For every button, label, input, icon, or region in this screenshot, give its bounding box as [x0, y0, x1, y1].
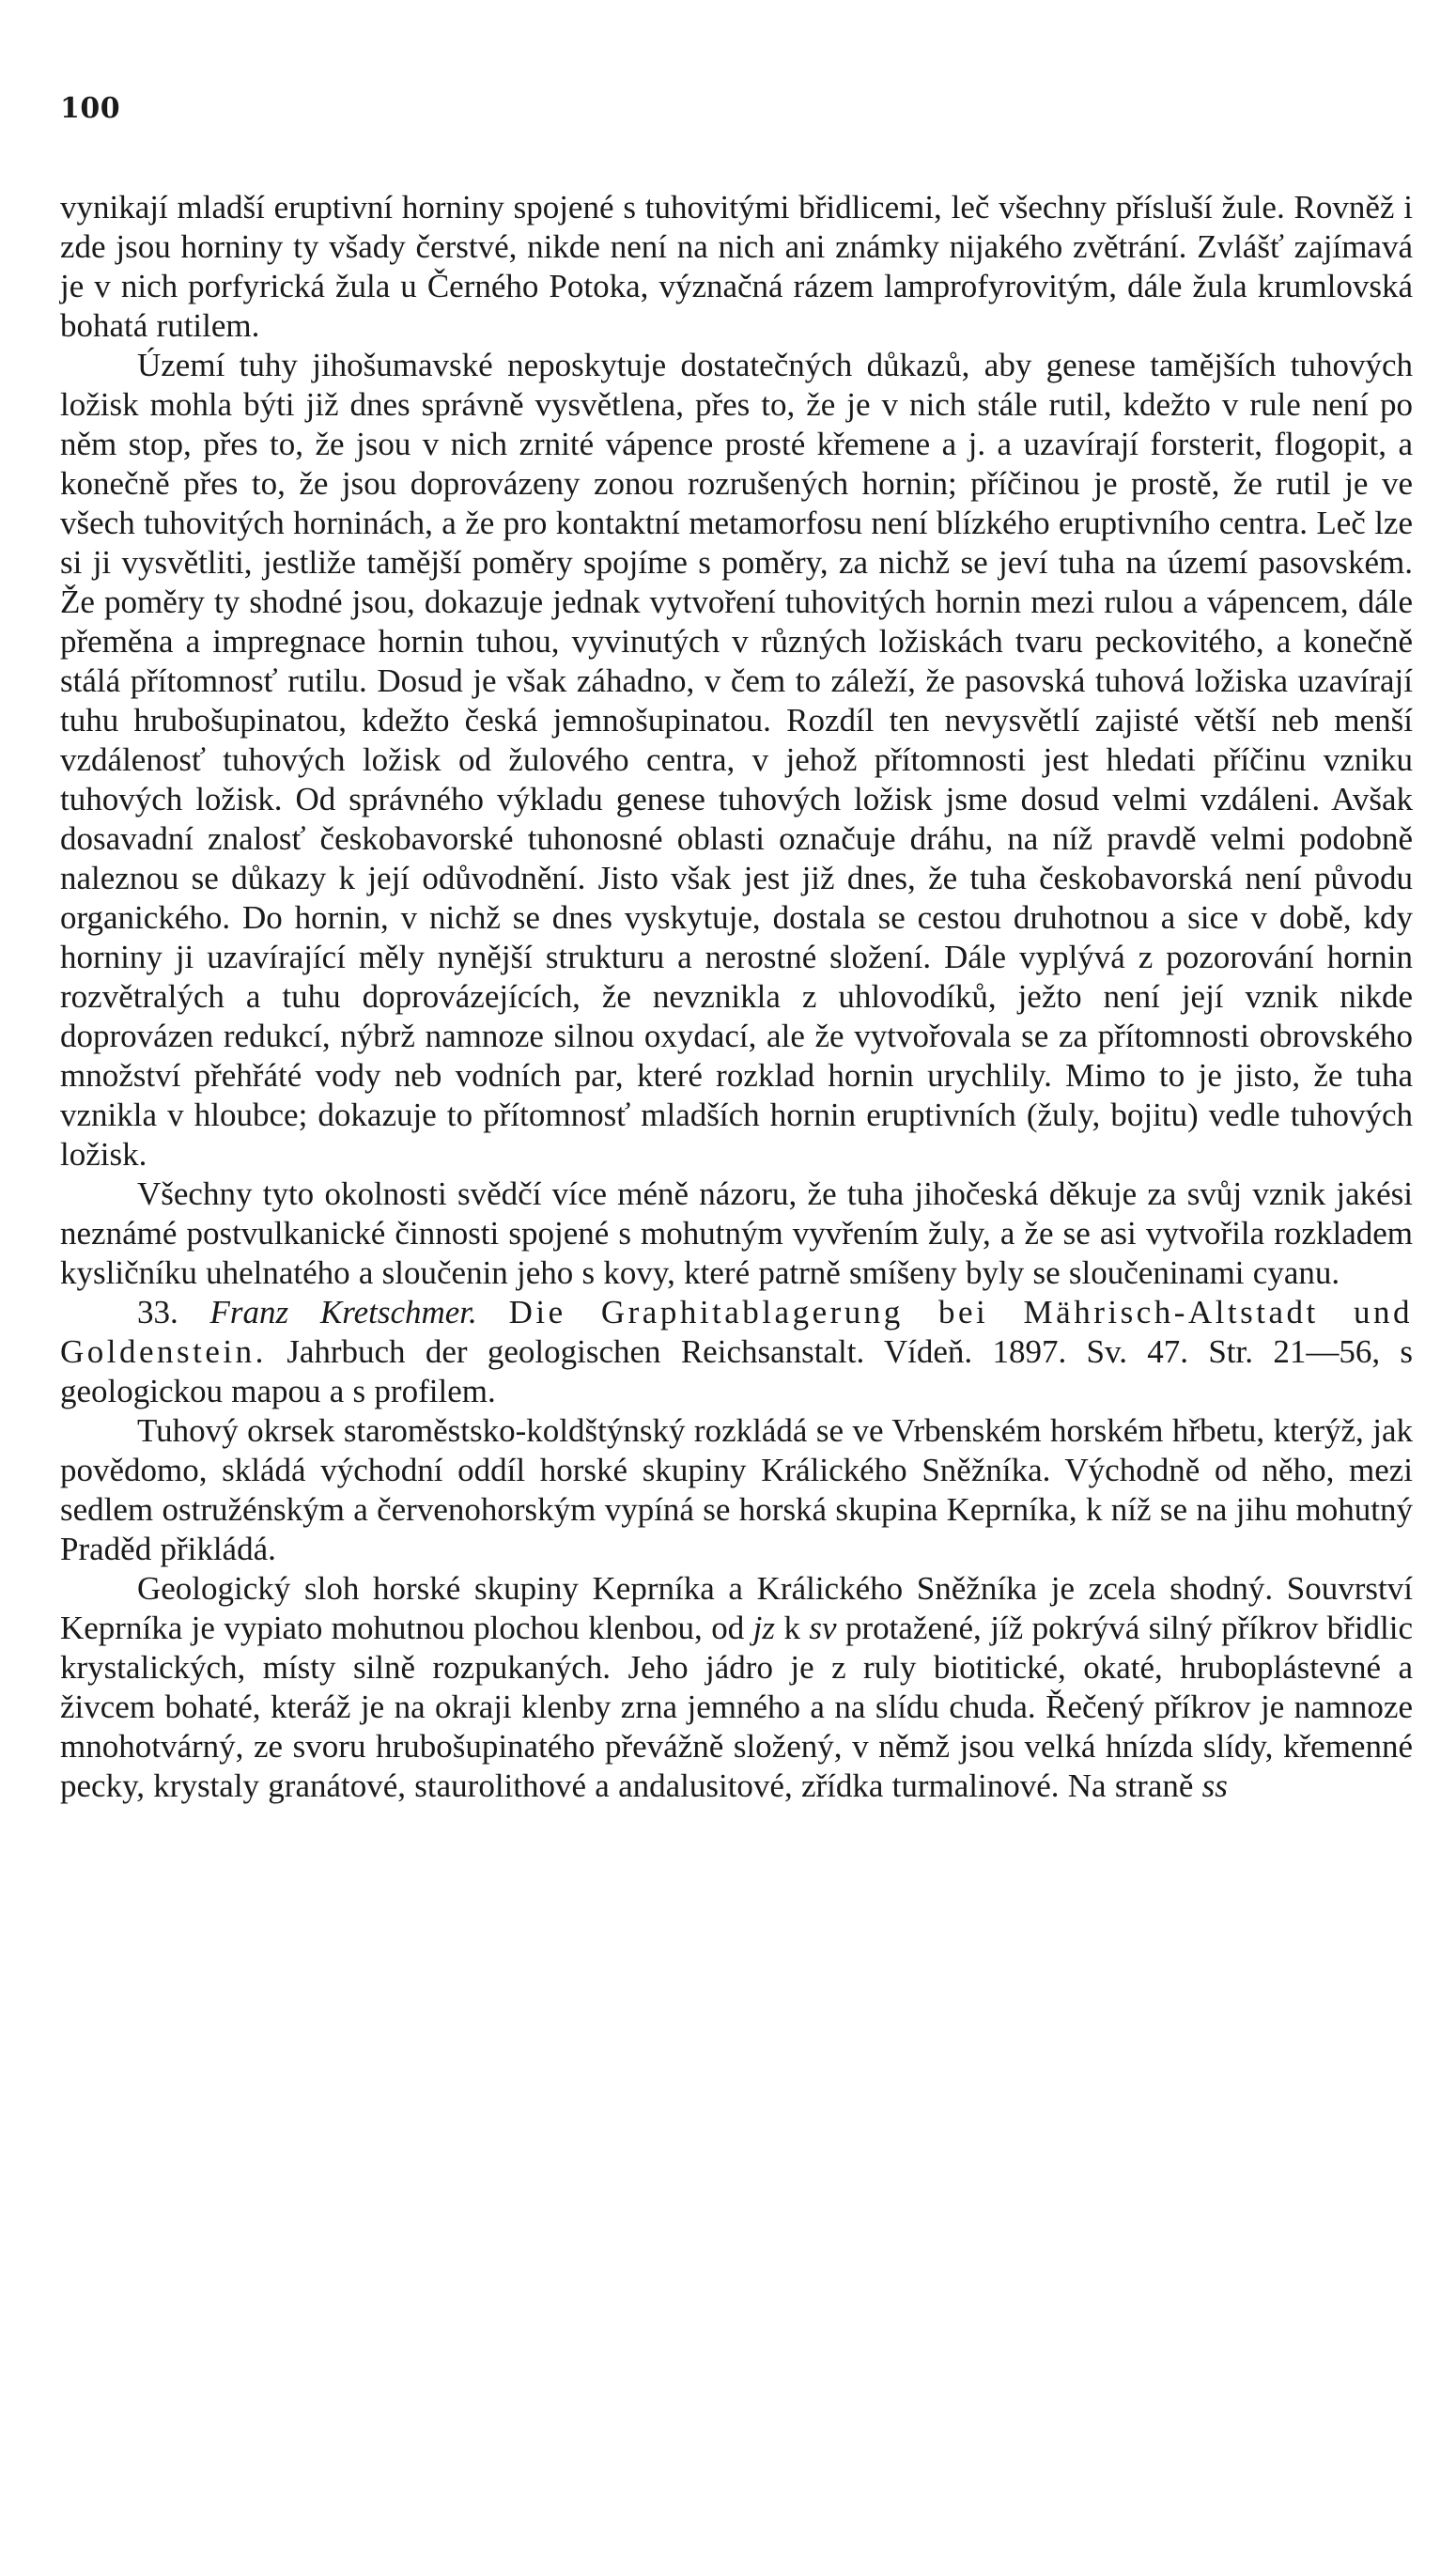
- entry-author: Franz Kretschmer.: [209, 1294, 477, 1330]
- geology-connector: k: [783, 1610, 800, 1646]
- direction-ss: ss: [1201, 1767, 1228, 1804]
- geology-text-main: protažené, jíž pokrývá silný příkrov břidlic krystalických, místy silně rozpukaných. Jeho jádro je z ruly biotitické, okaté, hruboplástevné a živcem bohaté, kteráž je na okraji klenby zrna jemného a na slídu chuda. Řečený příkrov je namnoze mnohotvárný, ze svoru hrubošupinatého převážně složený, v němž jsou velká hnízda slídy, křemenné pecky, krystaly granátové, staurolithové a andalusitové, zřídka turmalinové. Na straně: [60, 1610, 1414, 1804]
- paragraph-bibliography-entry: [60, 1293, 1413, 1411]
- direction-jz: jz: [752, 1610, 776, 1646]
- paragraph-district-description: Tuhový okrsek staroměstsko-koldštýnský rozkládá se ve Vrbenském horském hřbetu, kterýž, jak povědomo, skládá východní oddíl horské skupiny Králického Sněžníka. Východně od něho, mezi sedlem ostružénským a červenohorským vypíná se horská skupina Keprníka, k níž se na jihu mohutný Praděd přikládá.: [60, 1412, 1413, 1567]
- paragraph-geology: [60, 1569, 1413, 1806]
- paragraph-graphite-genesis: Území tuhy jihošumavské neposkytuje dostatečných důkazů, aby genese tamějších tuhových ložisk mohla býti již dnes správně vysvětlena, přes to, že je v nich stále rutil, kdežto v rule není po něm stop, přes to, že jsou v nich zrnité vápence prosté křemene a j. a uzavírají forsterit, flogopit, a konečně přes to, že jsou doprovázeny zonou rozrušených hornin; příčinou je prostě, že rutil je ve všech tuhovitých horninách, a že pro kontaktní metamorfosu není blízkého eruptivního centra. Leč lze si ji vysvětliti, jestliže tamější poměry spojíme s poměry, za nichž se jeví tuha na území pasovském. Že poměry ty shodné jsou, dokazuje jednak vytvoření tuhovitých hornin mezi rulou a vápencem, dále přeměna a impregnace hornin tuhou, vyvinutých v různých ložiskách tvaru peckovitého, a konečně stálá přítomnosť rutilu. Dosud je však záhadno, v čem to záleží, že pasovská tuhová ložiska uzavírají tuhu hrubošupinatou, kdežto česká jemnošupinatou. Rozdíl ten nevysvětlí zajisté větší neb menší vzdálenosť tuhových ložisk od žulového centra, v jehož přítomnosti jest hledati příčinu vzniku tuhových ložisk. Od správného výkladu genese tuhových ložisk jsme dosud velmi vzdáleni. Avšak dosavadní znalosť českobavorské tuhonosné oblasti označuje dráhu, na níž pravdě velmi podobně naleznou se důkazy k její odůvodnění. Jisto však jest již dnes, že tuha českobavorská není původu organického. Do hornin, v nichž se dnes vyskytuje, dostala se cestou druhotnou a sice v době, kdy horniny ji uzavírající měly nynější strukturu a nerostné složení. Dále vyplývá z pozorování hornin rozvětralých a tuhu doprovázejících, že nevznikla z uhlovodíků, ježto není její vznik nikde doprovázen redukcí, nýbrž namnoze silnou oxydací, ale že vytvořovala se za přítomnosti obrovského množství přehřáté vody neb vodních par, které rozklad hornin urychlily. Mimo to je jisto, že tuha vznikla v hloubce; dokazuje to přítomnosť mladších hornin eruptivních (žuly, bojitu) vedle tuhových ložisk.: [60, 347, 1413, 1173]
- geology-text-start: Geologický sloh horské skupiny Keprníka a Králického Sněžníka je zcela shodný. Souvrství Keprníka je vypiato mohutnou plochou klenbou, od: [60, 1570, 1413, 1646]
- entry-title: Die Graphitablagerung bei Mährisch-Altstadt und Goldenstein.: [60, 1294, 1413, 1370]
- paragraph-continuation: vynikají mladší eruptivní horniny spojené s tuhovitými břidlicemi, leč všechny přísluší žule. Rovněž i zde jsou horniny ty všady čerstvé, nikde není na nich ani známky nijakého zvětrání. Zvlášť zajímavá je v nich porfyrická žula u Černého Potoka, význačná rázem lamprofyrovitým, dále žula krumlovská bohatá rutilem.: [60, 189, 1413, 344]
- paragraph-conclusion: Všechny tyto okolnosti svědčí více méně názoru, že tuha jihočeská děkuje za svůj vznik jakési neznámé postvulkanické činnosti spojené s mohutným vyvřením žuly, a že se asi vytvořila rozkladem kysličníku uhelnatého a sloučenin jeho s kovy, které patrně smíšeny byly se sloučeninami cyanu.: [60, 1175, 1413, 1291]
- body-text: [60, 188, 1413, 1806]
- document-page: [60, 0, 1413, 2552]
- entry-number: 33.: [137, 1294, 178, 1330]
- entry-publication: Jahrbuch der geologischen Reichsanstalt. Vídeň. 1897. Sv. 47. Str. 21—56, s geologickou mapou a s profilem.: [60, 1333, 1413, 1409]
- page-number: 100: [60, 92, 121, 125]
- direction-sv: sv: [809, 1610, 837, 1646]
